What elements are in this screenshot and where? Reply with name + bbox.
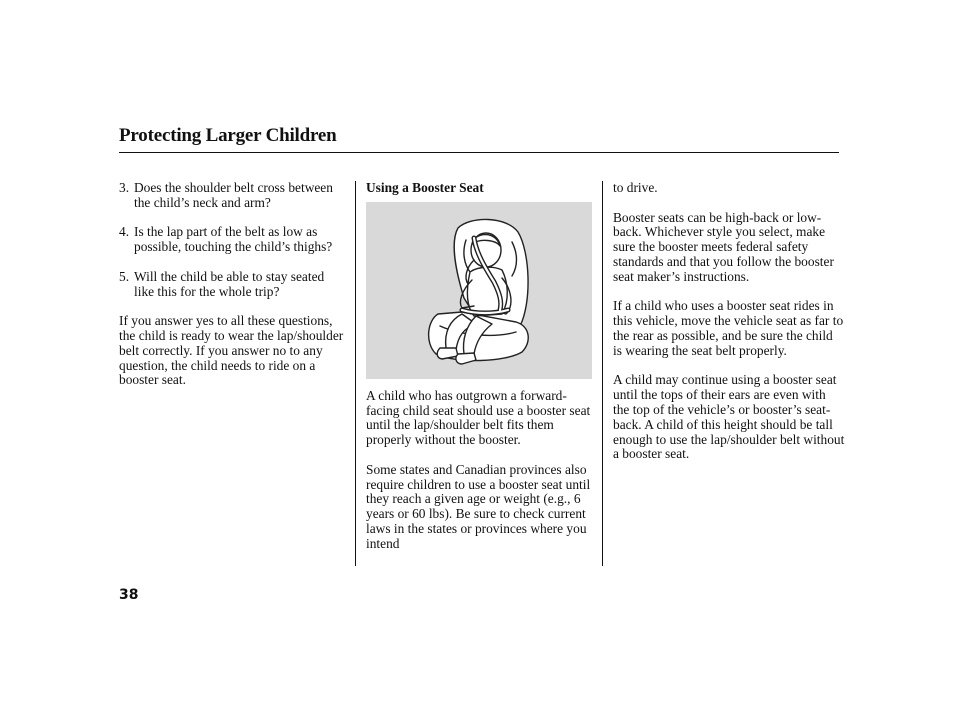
item-text: Does the shoulder belt cross between the child’s neck and arm? xyxy=(134,180,333,210)
item-text: Is the lap part of the belt as low as possible, touching the child’s thighs? xyxy=(134,224,333,255)
booster-paragraph-5: A child may continue using a booster seat until the tops of their ears are even with the top of the vehicle’s or booster’s seat-back. A child of this height should be tall enough to use the lap/shoulder belt without a booster seat. xyxy=(613,372,845,462)
column-1 xyxy=(119,181,347,403)
title-rule xyxy=(119,152,839,153)
column-2 xyxy=(366,181,595,566)
booster-paragraph-1: A child who has outgrown a forward-facing child seat should use a booster seat until the lap/shoulder belt fits them properly without the booster. xyxy=(366,387,591,448)
list-item xyxy=(119,181,347,211)
booster-seat-drawing xyxy=(366,202,592,379)
section-heading: Using a Booster Seat xyxy=(366,180,484,195)
booster-paragraph-4: If a child who uses a booster seat rides in this vehicle, move the vehicle seat as far to the rear as possible, and be sure the child is wearing the seat belt properly. xyxy=(613,298,844,358)
column-3 xyxy=(613,181,845,477)
list-item xyxy=(119,225,347,255)
item-number: 5. xyxy=(119,268,130,284)
page-number: 38 xyxy=(119,587,139,603)
list-item xyxy=(119,270,347,300)
continued-paragraph: to drive. xyxy=(613,180,658,195)
page-title: Protecting Larger Children xyxy=(119,125,337,146)
summary-paragraph: If you answer yes to all these questions, the child is ready to wear the lap/shoulder belt correctly. If you answer no to any question, the child needs to ride on a booster seat. xyxy=(119,313,344,388)
item-number: 4. xyxy=(119,224,130,240)
child-in-booster-seat-illustration xyxy=(366,202,592,379)
booster-paragraph-3: Booster seats can be high-back or low-back. Whichever style you select, make sure the booster meets federal safety standards and that you follow the booster seat maker’s instructions. xyxy=(613,209,834,284)
column-divider xyxy=(355,181,356,566)
item-number: 3. xyxy=(119,180,130,195)
column-divider xyxy=(602,181,603,566)
booster-paragraph-2: Some states and Canadian provinces also require children to use a booster seat until they reach a given age or weight (e.g., 6 years or 60 lbs). Be sure to check current laws in the states or provinces where you intend xyxy=(366,461,591,551)
item-text: Will the child be able to stay seated like this for the whole trip? xyxy=(134,268,325,299)
